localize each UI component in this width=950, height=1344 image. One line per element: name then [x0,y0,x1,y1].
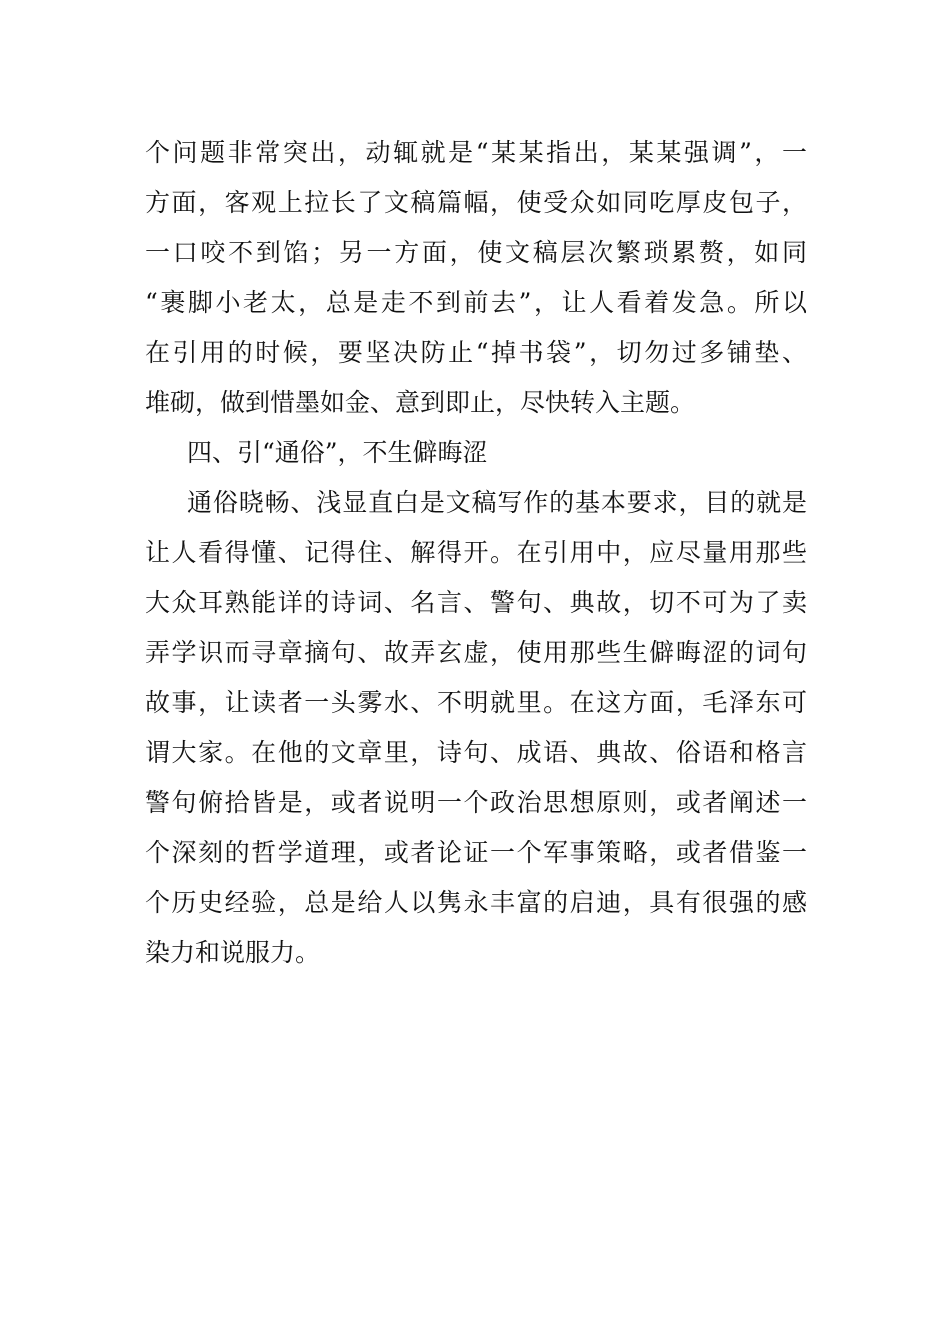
paragraph-line: “裹脚小老太，总是走不到前去”，让人看着发急。所以 [145,288,807,317]
paragraph-line: 故事，让读者一头雾水、不明就里。在这方面，毛泽东可 [145,688,807,717]
paragraph-line: 方面，客观上拉长了文稿篇幅，使受众如同吃厚皮包子， [145,188,807,217]
paragraph-line: 让人看得懂、记得住、解得开。在引用中，应尽量用那些 [145,538,807,567]
paragraph-line: 个问题非常突出，动辄就是“某某指出，某某强调”，一 [145,138,807,167]
paragraph-line: 一口咬不到馅；另一方面，使文稿层次繁琐累赘，如同 [145,238,807,267]
paragraph-line: 个深刻的哲学道理，或者论证一个军事策略，或者借鉴一 [145,838,807,867]
paragraph-line: 警句俯拾皆是，或者说明一个政治思想原则，或者阐述一 [145,788,807,817]
paragraph-line: 个历史经验，总是给人以隽永丰富的启迪，具有很强的感 [145,888,807,917]
paragraph-line-last: 堆砌，做到惜墨如金、意到即止，尽快转入主题。 [145,388,696,417]
document-body [145,128,807,978]
paragraph-line: 大众耳熟能详的诗词、名言、警句、典故，切不可为了卖 [145,588,807,617]
paragraph-line: 在引用的时候，要坚决防止“掉书袋”，切勿过多铺垫、 [145,338,807,367]
paragraph-line: 弄学识而寻章摘句、故弄玄虚，使用那些生僻晦涩的词句 [145,638,807,667]
paragraph-line-first: 通俗晓畅、浅显直白是文稿写作的基本要求，目的就是 [187,488,807,517]
paragraph-line-last: 染力和说服力。 [145,938,321,967]
paragraph-line: 谓大家。在他的文章里，诗句、成语、典故、俗语和格言 [145,738,807,767]
section-heading: 四、引“通俗”，不生僻晦涩 [187,438,488,467]
